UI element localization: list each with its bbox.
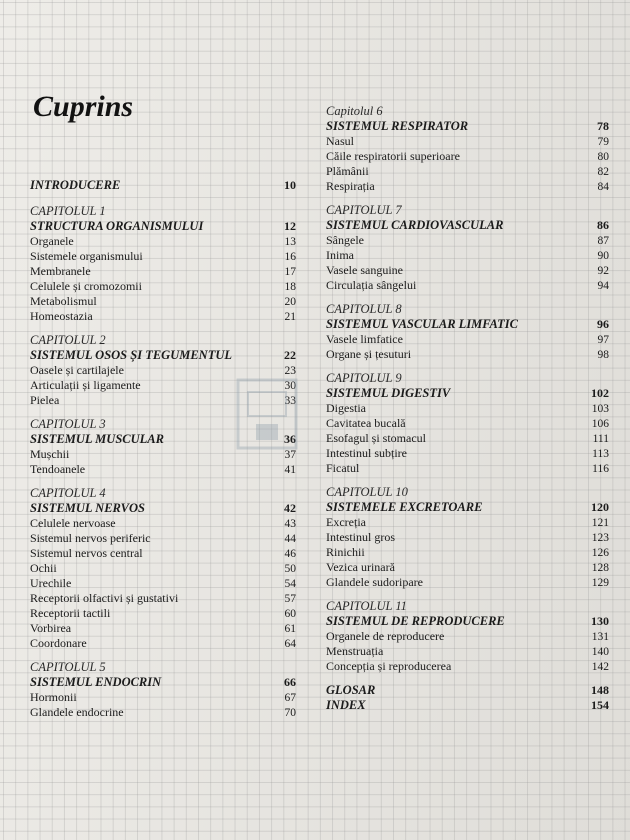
entry-page: 18 [284, 281, 296, 293]
toc-entry [326, 431, 609, 446]
toc-entry [326, 278, 609, 293]
toc-entry [326, 233, 609, 248]
toc-entry [326, 659, 609, 674]
toc-chapter [30, 204, 296, 324]
entry-page: 106 [591, 418, 609, 430]
introducere-label: INTRODUCERE [30, 178, 121, 192]
toc-entry [30, 621, 296, 636]
chapter-page: 130 [591, 614, 609, 628]
chapter-heading [326, 386, 609, 401]
toc-entry [30, 561, 296, 576]
toc-introducere [30, 178, 296, 193]
chapter-heading [326, 119, 609, 134]
chapter-page: 22 [284, 348, 296, 362]
entry-label: Sistemele organismului [30, 249, 143, 263]
entry-page: 44 [284, 533, 296, 545]
entry-label: Articulații și ligamente [30, 378, 141, 392]
entry-page: 13 [284, 236, 296, 248]
chapter-number: CAPITOLUL 5 [30, 660, 106, 674]
toc-chapter [326, 599, 609, 674]
entry-label: Glandele endocrine [30, 705, 124, 719]
chapter-page: 12 [284, 219, 296, 233]
glosar-label: GLOSAR [326, 683, 376, 697]
entry-page: 90 [597, 250, 609, 262]
entry-label: Plămânii [326, 164, 369, 178]
entry-page: 57 [284, 593, 296, 605]
chapter-heading [326, 500, 609, 515]
toc-entry [30, 636, 296, 651]
toc-chapter [326, 203, 609, 293]
entry-label: Excreția [326, 515, 366, 529]
chapter-title: SISTEMUL DE REPRODUCERE [326, 614, 505, 628]
chapter-page: 42 [284, 501, 296, 515]
toc-entry [30, 690, 296, 705]
entry-page: 67 [284, 692, 296, 704]
entry-page: 111 [592, 433, 609, 445]
entry-page: 17 [284, 266, 296, 278]
entry-label: Digestia [326, 401, 366, 415]
chapter-title: SISTEMUL RESPIRATOR [326, 119, 469, 133]
toc-entry [326, 134, 609, 149]
entry-label: Menstruația [326, 644, 384, 658]
entry-label: Sistemul nervos periferic [30, 531, 151, 545]
toc-end-entries [326, 683, 609, 713]
chapter-number: CAPITOLUL 7 [326, 203, 402, 217]
toc-entry [326, 149, 609, 164]
toc-entry [30, 309, 296, 324]
toc-left-column [30, 178, 296, 729]
toc-entry [326, 347, 609, 362]
toc-entry [30, 234, 296, 249]
toc-entry [30, 531, 296, 546]
entry-label: Urechile [30, 576, 72, 590]
entry-page: 80 [597, 151, 609, 163]
glosar-page: 148 [591, 683, 609, 697]
toc-entry [30, 249, 296, 264]
entry-page: 87 [597, 235, 609, 247]
entry-label: Ficatul [326, 461, 360, 475]
entry-label: Sistemul nervos central [30, 546, 143, 560]
toc-chapter [326, 485, 609, 590]
chapter-number: CAPITOLUL 8 [326, 302, 402, 316]
toc-chapter [326, 104, 609, 194]
chapter-title: SISTEMUL VASCULAR LIMFATIC [326, 317, 518, 331]
entry-page: 121 [591, 517, 609, 529]
entry-page: 140 [591, 646, 609, 658]
introducere-page: 10 [284, 178, 296, 192]
toc-entry [326, 332, 609, 347]
entry-page: 46 [284, 548, 296, 560]
chapter-heading [326, 218, 609, 233]
chapter-title: SISTEMELE EXCRETOARE [326, 500, 483, 514]
index-label: INDEX [326, 698, 366, 712]
entry-page: 142 [591, 661, 609, 673]
entry-page: 20 [284, 296, 296, 308]
entry-label: Rinichii [326, 545, 365, 559]
toc-entry [326, 560, 609, 575]
chapter-number: CAPITOLUL 9 [326, 371, 402, 385]
entry-page: 128 [591, 562, 609, 574]
toc-entry [326, 164, 609, 179]
toc-entry [30, 462, 296, 477]
toc-entry [326, 461, 609, 476]
chapter-heading [30, 219, 296, 234]
chapter-number: CAPITOLUL 2 [30, 333, 106, 347]
entry-label: Organele de reproducere [326, 629, 445, 643]
entry-label: Celulele și cromozomii [30, 279, 142, 293]
chapter-heading [30, 675, 296, 690]
entry-page: 126 [591, 547, 609, 559]
entry-page: 98 [597, 349, 609, 361]
entry-page: 123 [591, 532, 609, 544]
entry-page: 61 [284, 623, 296, 635]
entry-page: 43 [284, 518, 296, 530]
entry-label: Cavitatea bucală [326, 416, 406, 430]
entry-label: Intestinul subțire [326, 446, 407, 460]
toc-chapter [326, 371, 609, 476]
chapter-page: 96 [597, 317, 609, 331]
entry-page: 50 [284, 563, 296, 575]
toc-entry [30, 591, 296, 606]
entry-page: 129 [591, 577, 609, 589]
entry-page: 33 [284, 395, 296, 407]
toc-entry [326, 263, 609, 278]
toc-entry [326, 248, 609, 263]
entry-label: Organe și țesuturi [326, 347, 412, 361]
entry-page: 131 [591, 631, 609, 643]
entry-label: Concepția și reproducerea [326, 659, 452, 673]
chapter-title: SISTEMUL ENDOCRIN [30, 675, 162, 689]
chapter-title: SISTEMUL CARDIOVASCULAR [326, 218, 504, 232]
entry-page: 82 [597, 166, 609, 178]
entry-page: 79 [597, 136, 609, 148]
entry-label: Mușchii [30, 447, 70, 461]
entry-label: Circulația sângelui [326, 278, 417, 292]
entry-page: 92 [597, 265, 609, 277]
entry-label: Vasele limfatice [326, 332, 403, 346]
watermark-logo [236, 378, 298, 450]
chapter-page: 36 [284, 432, 296, 446]
chapter-number: CAPITOLUL 11 [326, 599, 407, 613]
toc-entry [30, 606, 296, 621]
toc-entry [30, 576, 296, 591]
entry-label: Celulele nervoase [30, 516, 116, 530]
entry-label: Glandele sudoripare [326, 575, 423, 589]
chapter-title: STRUCTURA ORGANISMULUI [30, 219, 204, 233]
page-title: Cuprins [33, 90, 134, 123]
entry-page: 23 [284, 365, 296, 377]
entry-label: Intestinul gros [326, 530, 395, 544]
chapter-title: SISTEMUL MUSCULAR [30, 432, 164, 446]
toc-entry [326, 401, 609, 416]
entry-page: 84 [597, 181, 609, 193]
entry-label: Receptorii tactili [30, 606, 111, 620]
index-page: 154 [591, 698, 609, 712]
toc-entry [30, 705, 296, 720]
entry-label: Organele [30, 234, 74, 248]
entry-label: Ochii [30, 561, 57, 575]
chapter-number: CAPITOLUL 1 [30, 204, 106, 218]
toc-entry [326, 179, 609, 194]
entry-label: Oasele și cartilajele [30, 363, 124, 377]
toc-entry [30, 363, 296, 378]
entry-label: Vorbirea [30, 621, 72, 635]
entry-label: Inima [326, 248, 354, 262]
toc-entry [30, 264, 296, 279]
chapter-heading [326, 614, 609, 629]
toc-entry [326, 545, 609, 560]
chapter-page: 78 [597, 119, 609, 133]
chapter-heading [30, 348, 296, 363]
entry-page: 37 [284, 449, 296, 461]
toc-entry [326, 629, 609, 644]
entry-page: 64 [284, 638, 296, 650]
chapter-page: 102 [591, 386, 609, 400]
entry-label: Coordonare [30, 636, 87, 650]
entry-page: 54 [284, 578, 296, 590]
toc-entry [30, 279, 296, 294]
chapter-number: CAPITOLUL 3 [30, 417, 106, 431]
chapter-number: CAPITOLUL 10 [326, 485, 408, 499]
entry-label: Respirația [326, 179, 375, 193]
chapter-page: 86 [597, 218, 609, 232]
toc-index [326, 698, 609, 713]
toc-entry [326, 575, 609, 590]
chapter-title: SISTEMUL NERVOS [30, 501, 145, 515]
entry-label: Hormonii [30, 690, 77, 704]
entry-label: Nasul [326, 134, 354, 148]
entry-page: 60 [284, 608, 296, 620]
chapter-heading [326, 317, 609, 332]
chapter-page: 66 [284, 675, 296, 689]
entry-label: Pielea [30, 393, 60, 407]
entry-label: Sângele [326, 233, 364, 247]
entry-page: 103 [591, 403, 609, 415]
toc-entry [326, 644, 609, 659]
entry-label: Vasele sanguine [326, 263, 403, 277]
toc-entry [326, 530, 609, 545]
entry-label: Tendoanele [30, 462, 86, 476]
entry-label: Vezica urinară [326, 560, 395, 574]
entry-page: 113 [592, 448, 609, 460]
toc-chapter [30, 486, 296, 651]
entry-page: 94 [597, 280, 609, 292]
entry-page: 30 [284, 380, 296, 392]
toc-entry [326, 515, 609, 530]
chapter-page: 120 [591, 500, 609, 514]
toc-entry [30, 546, 296, 561]
chapter-title: SISTEMUL OSOS ȘI TEGUMENTUL [30, 348, 233, 362]
entry-label: Metabolismul [30, 294, 97, 308]
toc-chapter [326, 302, 609, 362]
entry-page: 70 [284, 707, 296, 719]
toc-entry [326, 446, 609, 461]
entry-label: Căile respiratorii superioare [326, 149, 460, 163]
toc-chapter [30, 660, 296, 720]
entry-page: 97 [597, 334, 609, 346]
chapter-number: Capitolul 6 [326, 104, 383, 118]
toc-entry [30, 294, 296, 309]
toc-right-column [326, 104, 609, 713]
entry-label: Homeostazia [30, 309, 93, 323]
entry-page: 16 [284, 251, 296, 263]
entry-label: Receptorii olfactivi și gustativi [30, 591, 179, 605]
entry-label: Esofagul și stomacul [326, 431, 426, 445]
chapter-heading [30, 501, 296, 516]
chapter-number: CAPITOLUL 4 [30, 486, 106, 500]
entry-label: Membranele [30, 264, 91, 278]
chapter-title: SISTEMUL DIGESTIV [326, 386, 451, 400]
entry-page: 116 [592, 463, 609, 475]
toc-entry [326, 416, 609, 431]
toc-entry [30, 516, 296, 531]
toc-glosar [326, 683, 609, 698]
entry-page: 41 [284, 464, 296, 476]
entry-page: 21 [284, 311, 296, 323]
